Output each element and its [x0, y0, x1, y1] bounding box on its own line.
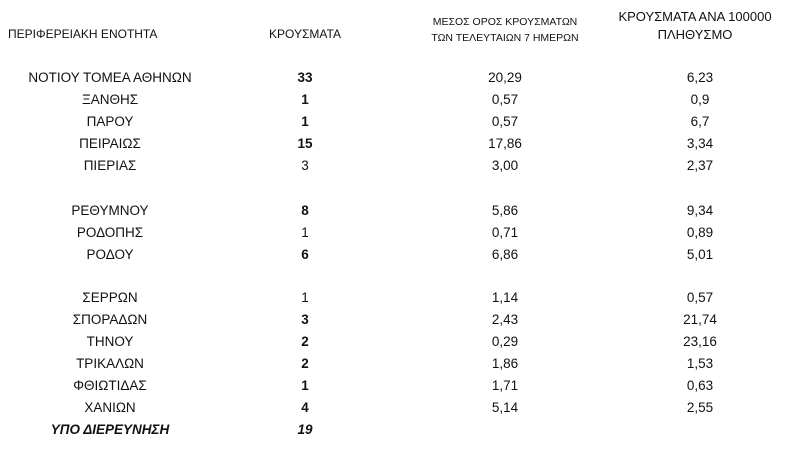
per100k-cell: 0,89	[686, 225, 714, 240]
table-row	[0, 67, 800, 89]
per100k-cell: 1,53	[686, 356, 714, 371]
per100k-cell: 0,63	[686, 378, 714, 393]
region-cell: ΣΠΟΡΑΔΩΝ	[72, 312, 148, 327]
header-region: ΠΕΡΙΦΕΡΕΙΑΚΗ ΕΝΟΤΗΤΑ	[8, 27, 158, 41]
table-row	[0, 375, 800, 397]
region-cell: ΞΑΝΘΗΣ	[81, 92, 139, 107]
avg7-cell: 17,86	[488, 136, 522, 151]
region-cell: ΧΑΝΙΩΝ	[84, 400, 136, 415]
per100k-cell: 3,34	[686, 136, 714, 151]
region-cell: ΝΟΤΙΟΥ ΤΟΜΕΑ ΑΘΗΝΩΝ	[28, 70, 192, 85]
per100k-cell: 6,23	[686, 70, 714, 85]
cases-cell: 1	[301, 92, 309, 107]
cases-cell: 2	[301, 334, 309, 349]
avg7-cell: 0,57	[491, 92, 519, 107]
table-row	[0, 89, 800, 111]
table-row	[0, 309, 800, 331]
header-per100k-line2: ΠΛΗΘΥΣΜΟ	[657, 27, 733, 42]
region-cell: ΡΟΔΟΠΗΣ	[76, 225, 144, 240]
per100k-cell: 6,7	[690, 114, 710, 129]
avg7-cell: 0,71	[491, 225, 519, 240]
per100k-cell: 2,37	[686, 158, 714, 173]
table-row	[0, 200, 800, 222]
table-row	[0, 155, 800, 177]
per100k-cell: 23,16	[683, 334, 717, 349]
cases-cell: 1	[301, 225, 309, 240]
table-row	[0, 331, 800, 353]
cases-cell: 19	[297, 422, 313, 437]
avg7-cell: 2,43	[491, 312, 519, 327]
per100k-cell: 2,55	[686, 400, 714, 415]
region-cell: ΡΕΘΥΜΝΟΥ	[71, 203, 149, 218]
avg7-cell: 20,29	[488, 70, 522, 85]
avg7-cell: 1,86	[491, 356, 519, 371]
avg7-cell: 3,00	[491, 158, 519, 173]
per100k-cell: 5,01	[686, 247, 714, 262]
table-row	[0, 133, 800, 155]
region-cell: ΤΡΙΚΑΛΩΝ	[76, 356, 144, 371]
region-cell: ΠΙΕΡΙΑΣ	[83, 158, 137, 173]
avg7-cell: 5,86	[491, 203, 519, 218]
cases-cell: 1	[301, 290, 309, 305]
table-row	[0, 111, 800, 133]
avg7-cell: 1,14	[491, 290, 519, 305]
cases-cell: 6	[301, 247, 309, 262]
cases-cell: 4	[301, 400, 309, 415]
region-cell: ΤΗΝΟΥ	[86, 334, 134, 349]
cases-cell: 1	[301, 114, 309, 129]
cases-cell: 8	[301, 203, 309, 218]
per100k-cell: 0,57	[686, 290, 714, 305]
cases-cell: 3	[301, 158, 309, 173]
table-row	[0, 397, 800, 419]
avg7-cell: 6,86	[491, 247, 519, 262]
header-cases: ΚΡΟΥΣΜΑΤΑ	[269, 27, 341, 41]
region-cell: ΥΠΟ ΔΙΕΡΕΥΝΗΣΗ	[50, 422, 170, 437]
region-cell: ΠΑΡΟΥ	[86, 114, 134, 129]
avg7-cell: 0,29	[491, 334, 519, 349]
table-row	[0, 353, 800, 375]
per100k-cell: 0,9	[690, 92, 710, 107]
avg7-cell: 0,57	[491, 114, 519, 129]
cases-cell: 33	[297, 70, 313, 85]
header-avg7-line1: ΜΕΣΟΣ ΟΡΟΣ ΚΡΟΥΣΜΑΤΩΝ	[432, 16, 578, 28]
avg7-cell: 1,71	[491, 378, 519, 393]
avg7-cell: 5,14	[491, 400, 519, 415]
region-cell: ΦΘΙΩΤΙΔΑΣ	[73, 378, 147, 393]
cases-cell: 3	[301, 312, 309, 327]
cases-cell: 15	[297, 136, 313, 151]
header-per100k-line1: ΚΡΟΥΣΜΑΤΑ ΑΝΑ 100000	[618, 9, 772, 24]
table-row	[0, 287, 800, 309]
per100k-cell: 21,74	[683, 312, 717, 327]
region-cell: ΡΟΔΟΥ	[86, 247, 134, 262]
table-row	[0, 419, 800, 441]
region-cell: ΠΕΙΡΑΙΩΣ	[79, 136, 141, 151]
table-row	[0, 244, 800, 266]
table-row	[0, 222, 800, 244]
cases-cell: 1	[301, 378, 309, 393]
region-cell: ΣΕΡΡΩΝ	[82, 290, 138, 305]
cases-cell: 2	[301, 356, 309, 371]
per100k-cell: 9,34	[686, 203, 714, 218]
header-avg7-line2: ΤΩΝ ΤΕΛΕΥΤΑΙΩΝ 7 ΗΜΕΡΩΝ	[431, 32, 579, 44]
